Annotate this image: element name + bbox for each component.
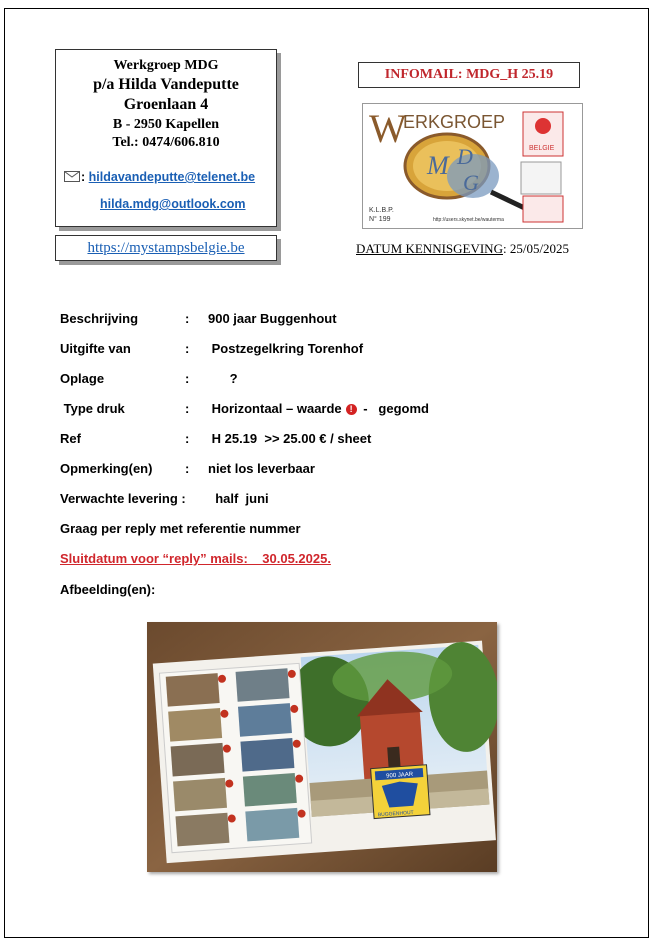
field-value: ? [208, 371, 238, 386]
field-colon: : [185, 341, 190, 356]
email-row-1 [64, 170, 255, 185]
field-colon: : [185, 371, 190, 386]
stamp-sheet-photo [147, 622, 497, 872]
images-label: Afbeelding(en): [60, 582, 156, 597]
logo-url: http://users.skynet.be/wauterma [433, 217, 504, 223]
field-value-group [208, 401, 429, 416]
field-label: Beschrijving [60, 311, 139, 326]
photo-banner-text: 900 JAAR [386, 771, 414, 780]
reply-instruction: Graag per reply met referentie nummer [60, 521, 301, 536]
field-value-suffix: - gegomd [359, 401, 429, 416]
svg-text:D: D [457, 144, 473, 169]
city: B - 2950 Kapellen [112, 117, 220, 132]
field-value: Horizontaal – waarde [208, 401, 342, 416]
field-value: half juni [208, 491, 269, 506]
field-value: 900 jaar Buggenhout [208, 311, 337, 326]
exclamation-icon: ! [346, 404, 357, 415]
field-colon: : [185, 431, 190, 446]
notification-date [356, 241, 569, 257]
field-value: H 25.19 >> 25.00 € / sheet [208, 431, 372, 446]
email-prefix: : [81, 170, 86, 184]
website-box [55, 235, 277, 261]
field-colon: : [185, 461, 190, 476]
date-label: DATUM KENNISGEVING [356, 241, 503, 256]
svg-text:G: G [463, 170, 479, 195]
envelope-icon [64, 171, 80, 185]
field-label: Uitgifte van [60, 341, 131, 356]
closing-date: Sluitdatum voor “reply” mails: 30.05.2025. [60, 551, 331, 566]
svg-text:M: M [427, 151, 449, 180]
field-colon: : [185, 401, 190, 416]
field-value: Postzegelkring Torenhof [208, 341, 364, 356]
email-link-outlook[interactable]: hilda.mdg@outlook.com [100, 197, 246, 211]
field-colon: : [185, 311, 190, 326]
field-value: niet los leverbaar [208, 461, 315, 476]
logo-stamp-text: BELGIE [529, 145, 555, 152]
logo-number: N° 199 [369, 216, 391, 223]
field-label: Oplage [60, 371, 105, 386]
field-label: Ref [60, 431, 81, 446]
email-row-2 [100, 197, 246, 211]
logo-wordmark: ERKGROEP [403, 112, 506, 132]
website-link[interactable]: https://mystampsbelgie.be [87, 240, 245, 256]
org-name: Werkgroep MDG [113, 58, 219, 73]
street: Groenlaan 4 [123, 96, 209, 113]
phone: Tel.: 0474/606.810 [112, 135, 220, 150]
contact-name: p/a Hilda Vandeputte [93, 76, 239, 93]
field-label: Verwachte levering : [60, 491, 186, 506]
field-label: Opmerking(en) [60, 461, 153, 476]
logo-w: W [369, 106, 407, 151]
date-value: : 25/05/2025 [502, 241, 570, 256]
infomail-title: INFOMAIL: MDG_H 25.19 [358, 62, 580, 88]
address-box [55, 49, 277, 227]
photo-town-text: BUGGENHOUT [377, 809, 414, 819]
email-link-telenet[interactable]: hildavandeputte@telenet.be [88, 170, 256, 184]
logo-klbp: K.L.B.P. [369, 207, 394, 214]
field-label: Type druk [60, 401, 125, 416]
werkgroep-mdg-logo [362, 103, 583, 229]
